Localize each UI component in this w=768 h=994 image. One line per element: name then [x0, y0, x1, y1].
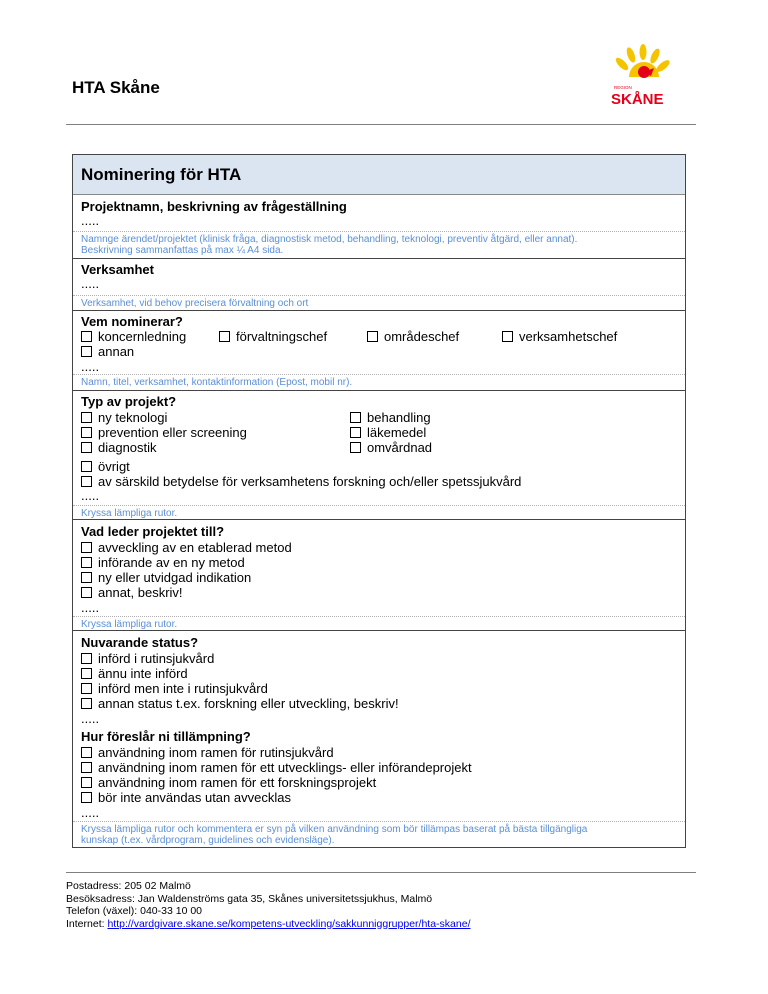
checkbox-behandling[interactable]: behandling [350, 410, 431, 425]
checkbox-box[interactable] [81, 747, 92, 758]
checkbox-box[interactable] [350, 427, 361, 438]
checkbox-box[interactable] [219, 331, 230, 342]
checkbox-omvardnad[interactable]: omvårdnad [350, 440, 432, 455]
checkbox-omradeschef[interactable]: områdeschef [367, 329, 459, 344]
region-skane-logo [604, 44, 684, 108]
typ-input[interactable]: ..... [81, 488, 100, 503]
checkbox-box[interactable] [350, 442, 361, 453]
svg-text:SKÅNE: SKÅNE [611, 91, 664, 108]
checkbox-ny-teknologi[interactable]: ny teknologi [81, 410, 167, 425]
project-label: Projektnamn, beskrivning av frågeställning [81, 199, 347, 214]
tillampning-label: Hur föreslår ni tillämpning? [81, 729, 251, 744]
checkbox-box[interactable] [81, 476, 92, 487]
nominerar-input[interactable]: ..... [81, 359, 100, 374]
footer [66, 880, 471, 930]
verksamhet-hint: Verksamhet, vid behov precisera förvaltning och ort [73, 295, 685, 311]
checkbox-avvecklas[interactable]: bör inte användas utan avvecklas [81, 790, 291, 805]
leder-input[interactable]: ..... [81, 600, 100, 615]
checkbox-rutinsjukvard[interactable]: användning inom ramen för rutinsjukvård [81, 745, 334, 760]
checkbox-forvaltningschef[interactable]: förvaltningschef [219, 329, 327, 344]
section-leder [73, 524, 685, 539]
nomination-form [72, 154, 686, 848]
section-verksamhet [73, 262, 685, 291]
section-status [73, 635, 685, 650]
page-title: HTA Skåne [72, 78, 160, 97]
checkbox-box[interactable] [81, 668, 92, 679]
checkbox-annan[interactable]: annan [81, 344, 134, 359]
verksamhet-input[interactable]: ..... [81, 276, 100, 291]
checkbox-annu-inte-inford[interactable]: ännu inte införd [81, 666, 188, 681]
section-project [73, 199, 685, 228]
checkbox-box[interactable] [81, 557, 92, 568]
svg-text:REGION: REGION [614, 85, 632, 90]
nominerar-hint: Namn, titel, verksamhet, kontaktinformation (Epost, mobil nr). [73, 374, 685, 391]
checkbox-diagnostik[interactable]: diagnostik [81, 440, 157, 455]
footer-besoksadress: Besöksadress: Jan Waldenströms gata 35, Skånes universitetssjukhus, Malmö [66, 892, 433, 905]
checkbox-box[interactable] [81, 777, 92, 788]
checkbox-verksamhetschef[interactable]: verksamhetschef [502, 329, 617, 344]
checkbox-box[interactable] [81, 331, 92, 342]
checkbox-box[interactable] [81, 572, 92, 583]
checkbox-box[interactable] [81, 542, 92, 553]
checkbox-box[interactable] [81, 427, 92, 438]
checkbox-box[interactable] [502, 331, 513, 342]
status-input[interactable]: ..... [81, 711, 100, 726]
footer-internet: Internet: http://vardgivare.skane.se/kompetens-utveckling/sakkunniggrupper/hta-skane/ [66, 917, 471, 930]
typ-hint: Kryssa lämpliga rutor. [73, 505, 685, 520]
checkbox-inford-inte-rutin[interactable]: införd men inte i rutinsjukvård [81, 681, 268, 696]
checkbox-box[interactable] [350, 412, 361, 423]
checkbox-box[interactable] [81, 698, 92, 709]
tillampning-input[interactable]: ..... [81, 805, 100, 820]
checkbox-box[interactable] [81, 412, 92, 423]
form-header [73, 155, 685, 195]
section-tillampning [73, 729, 685, 744]
footer-telefon: Telefon (växel): 040-33 10 00 [66, 905, 203, 917]
checkbox-forskning-spetssjukvard[interactable]: av särskild betydelse för verksamhetens forskning och/eller spetssjukvård [81, 474, 521, 489]
checkbox-inforande[interactable]: införande av en ny metod [81, 555, 245, 570]
checkbox-box[interactable] [367, 331, 378, 342]
checkbox-box[interactable] [81, 461, 92, 472]
verksamhet-label: Verksamhet [81, 262, 154, 277]
header-divider [66, 124, 696, 125]
project-hint: Namnge ärendet/projektet (klinisk fråga, diagnostisk metod, behandling, teknologi, preventiv åtgärd, eller annat). Beskrivning sammanfattas på max ¼ A4 sida. [73, 231, 685, 259]
checkbox-avveckling[interactable]: avveckling av en etablerad metod [81, 540, 292, 555]
checkbox-box[interactable] [81, 653, 92, 664]
status-label: Nuvarande status? [81, 635, 199, 650]
checkbox-lakemedel[interactable]: läkemedel [350, 425, 426, 440]
tillampning-hint: Kryssa lämpliga rutor och kommentera er syn på vilken användning som bör tillämpas baserat på bästa tillgängliga kunskap (t.ex. vårdprogram, guidelines och evidensläge). [73, 821, 685, 847]
leder-label: Vad leder projektet till? [81, 524, 225, 539]
checkbox-box[interactable] [81, 762, 92, 773]
checkbox-annat[interactable]: annat, beskriv! [81, 585, 183, 600]
nominerar-label: Vem nominerar? [81, 314, 183, 329]
footer-divider [66, 872, 696, 873]
checkbox-box[interactable] [81, 792, 92, 803]
checkbox-ovrigt[interactable]: övrigt [81, 459, 130, 474]
checkbox-utvecklingsprojekt[interactable]: användning inom ramen för ett utvecklings- eller införandeprojekt [81, 760, 472, 775]
project-input[interactable]: ..... [81, 213, 100, 228]
checkbox-indikation[interactable]: ny eller utvidgad indikation [81, 570, 251, 585]
checkbox-koncernledning[interactable]: koncernledning [81, 329, 186, 344]
typ-label: Typ av projekt? [81, 394, 177, 409]
checkbox-annan-status[interactable]: annan status t.ex. forskning eller utveckling, beskriv! [81, 696, 399, 711]
section-typ [73, 394, 685, 409]
footer-postadress: Postadress: 205 02 Malmö [66, 880, 191, 892]
checkbox-prevention[interactable]: prevention eller screening [81, 425, 247, 440]
checkbox-inford-rutin[interactable]: införd i rutinsjukvård [81, 651, 214, 666]
checkbox-box[interactable] [81, 346, 92, 357]
form-title: Nominering för HTA [81, 164, 242, 184]
checkbox-box[interactable] [81, 587, 92, 598]
checkbox-box[interactable] [81, 442, 92, 453]
checkbox-forskningsprojekt[interactable]: användning inom ramen för ett forskningsprojekt [81, 775, 376, 790]
leder-hint: Kryssa lämpliga rutor. [73, 616, 685, 631]
footer-internet-link[interactable]: http://vardgivare.skane.se/kompetens-utveckling/sakkunniggrupper/hta-skane/ [107, 917, 471, 930]
checkbox-box[interactable] [81, 683, 92, 694]
section-nominerar [73, 314, 685, 329]
